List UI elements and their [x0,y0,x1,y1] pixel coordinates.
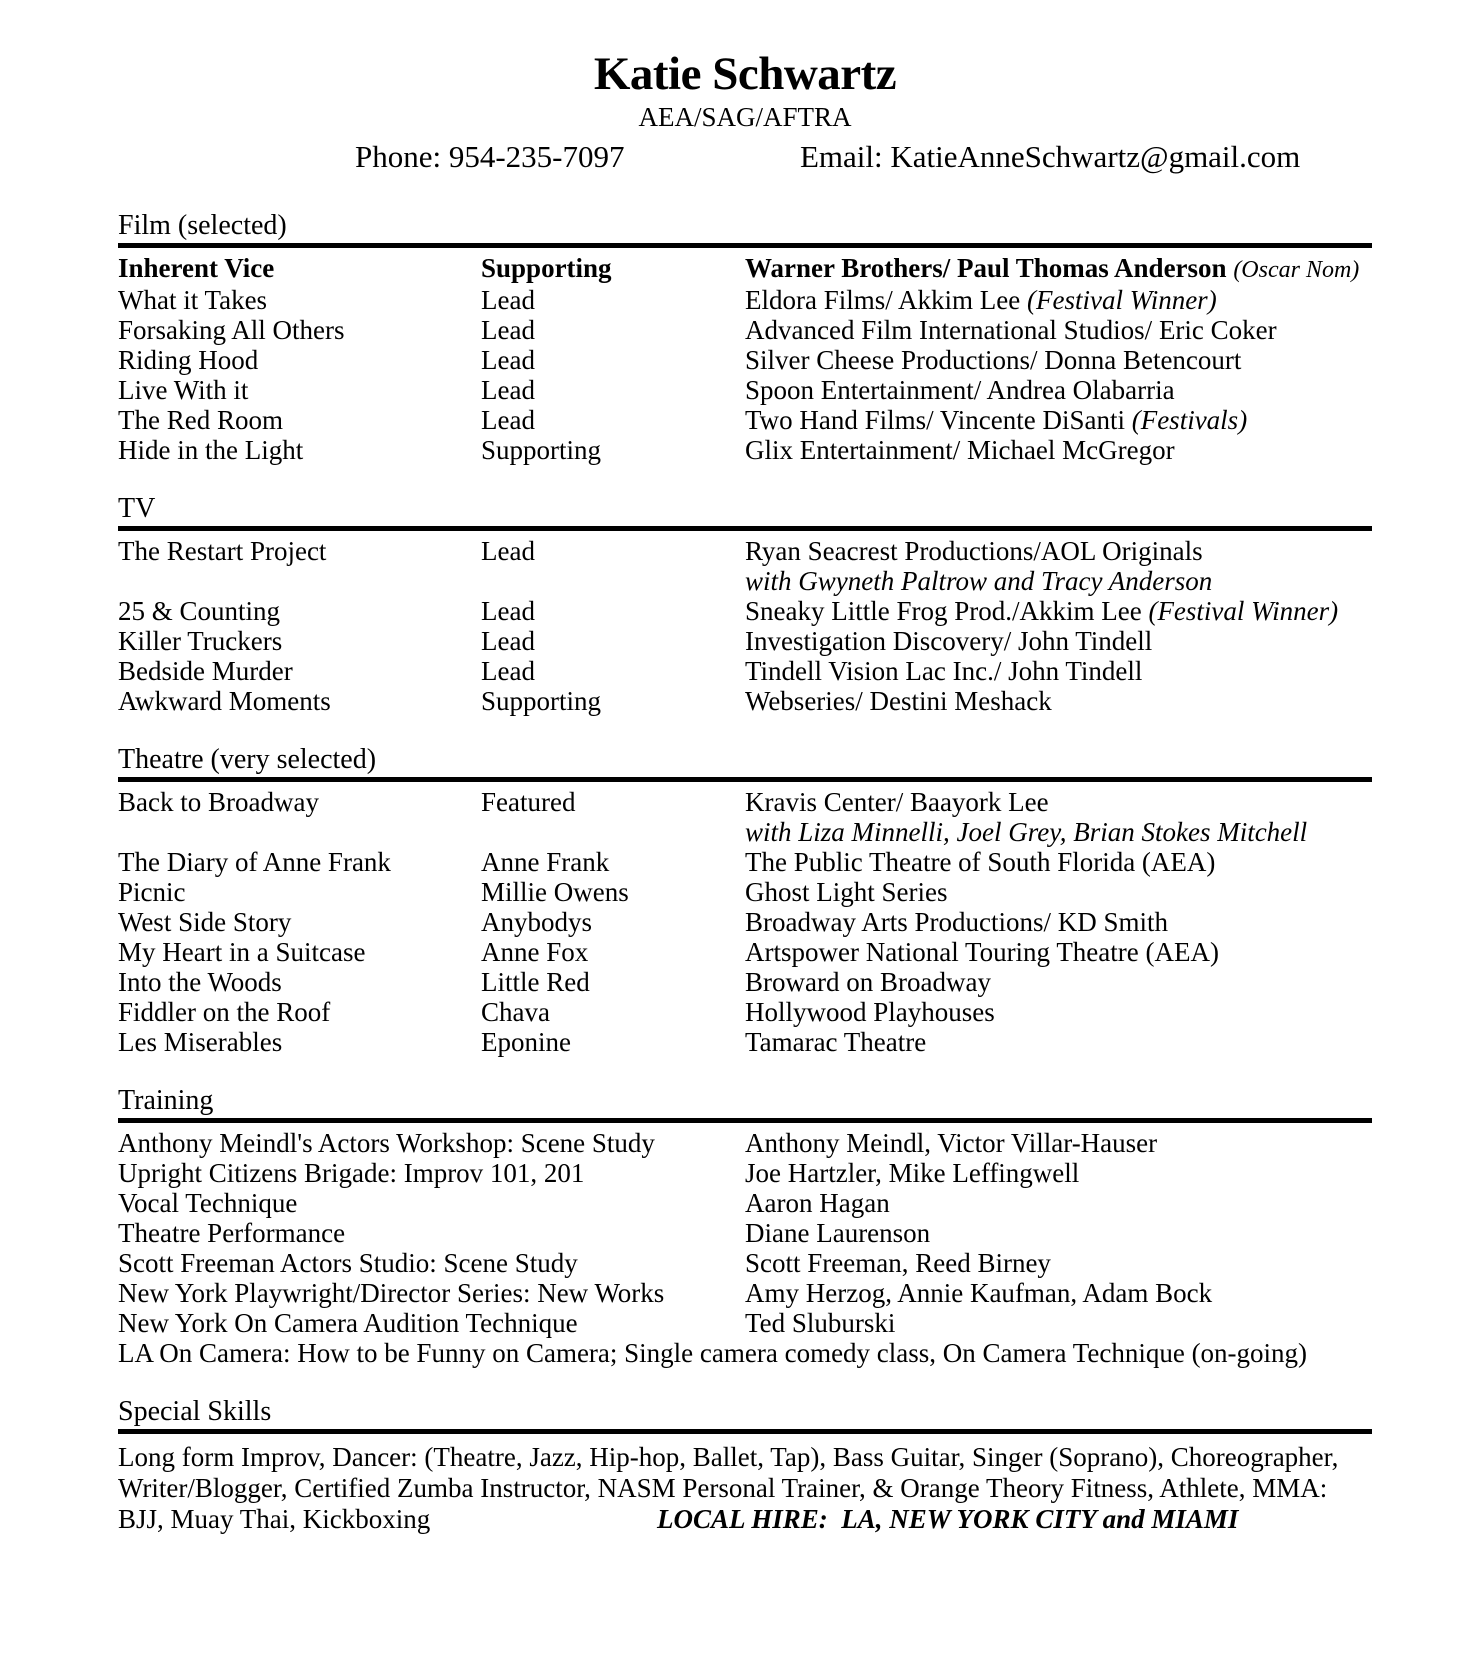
credit-title: The Diary of Anne Frank [118,847,391,877]
union-affiliations: AEA/SAG/AFTRA [638,102,852,132]
training-teachers: Joe Hartzler, Mike Leffingwell [745,1158,1080,1188]
resume-sections [118,212,1372,1535]
credit-company [745,315,1372,345]
credit-company [745,997,1372,1027]
company-text: Artspower National Touring Theatre (AEA) [745,937,1219,967]
credit-company [745,435,1372,465]
section-rows [118,1123,1372,1368]
credit-title: Back to Broadway [118,787,319,817]
credit-company [745,345,1372,375]
credit-row [118,937,1372,967]
skills-text: Writer/Blogger, Certified Zumba Instructor, NASM Personal Trainer, & Orange Theory Fitness, Athlete, MMA: [118,1473,1328,1503]
company-text: Advanced Film International Studios/ Eric Coker [745,315,1277,345]
credit-title: Killer Truckers [118,626,283,656]
skills-line [118,1473,1372,1504]
credit-title: Awkward Moments [118,686,331,716]
skills-line [118,1504,1372,1535]
credit-role: Lead [481,405,535,435]
credit-company [745,967,1372,997]
training-row [118,1158,1372,1188]
credit-role: Chava [481,997,550,1027]
company-text: Tindell Vision Lac Inc./ John Tindell [745,656,1143,686]
credit-title: Inherent Vice [118,253,275,283]
section-special-skills [118,1398,1372,1535]
section-theatre [118,746,1372,1057]
credit-row [118,997,1372,1027]
training-footer-line: LA On Camera: How to be Funny on Camera; Single camera comedy class, On Camera Technique (on-going) [118,1338,1308,1368]
credit-role: Lead [481,375,535,405]
section-title: Theatre (very selected) [118,744,377,775]
training-course: Theatre Performance [118,1218,346,1248]
section-tv [118,495,1372,716]
company-text: Sneaky Little Frog Prod./Akkim Lee [745,596,1142,626]
training-teachers: Ted Sluburski [745,1308,896,1338]
credit-row [118,1027,1372,1057]
credit-role: Anne Fox [481,937,589,967]
training-course: New York On Camera Audition Technique [118,1308,578,1338]
company-text: Investigation Discovery/ John Tindell [745,626,1153,656]
credit-title: West Side Story [118,907,292,937]
credit-role: Millie Owens [481,877,629,907]
credit-row [118,315,1372,345]
credit-note: (Festival Winner) [1148,596,1339,626]
credit-company [745,375,1372,405]
skills-text: BJJ, Muay Thai, Kickboxing [118,1504,431,1534]
credit-title: Into the Woods [118,967,282,997]
training-teachers: Anthony Meindl, Victor Villar-Hauser [745,1128,1158,1158]
company-text: Hollywood Playhouses [745,997,995,1027]
credit-title: What it Takes [118,285,268,315]
credit-row [118,405,1372,435]
company-text: Warner Brothers/ Paul Thomas Anderson [745,253,1227,283]
company-text: Broadway Arts Productions/ KD Smith [745,907,1168,937]
training-course: New York Playwright/Director Series: New Works [118,1278,665,1308]
training-teachers: Aaron Hagan [745,1188,890,1218]
credit-title: Riding Hood [118,345,259,375]
credit-company [745,937,1372,967]
section-training [118,1087,1372,1368]
credit-role: Lead [481,536,535,566]
company-text: Glix Entertainment/ Michael McGregor [745,435,1175,465]
section-rows [118,782,1372,1057]
credit-note: (Festivals) [1131,405,1248,435]
training-row [118,1248,1372,1278]
credit-row [118,877,1372,907]
training-course: Scott Freeman Actors Studio: Scene Study [118,1248,578,1278]
company-text: Spoon Entertainment/ Andrea Olabarria [745,375,1175,405]
skills-line [118,1442,1372,1473]
credit-title: The Restart Project [118,536,327,566]
credit-company [745,626,1372,656]
credit-sub-line: with Liza Minnelli, Joel Grey, Brian Stokes Mitchell [745,817,1308,847]
contact-line [118,139,1372,175]
training-teachers: Diane Laurenson [745,1218,931,1248]
company-text: Eldora Films/ Akkim Lee [745,285,1021,315]
section-title: Special Skills [118,1396,272,1427]
credit-note: (Festival Winner) [1026,285,1217,315]
credit-company [745,787,1372,817]
credit-company [745,1027,1372,1057]
credit-role: Supporting [481,435,602,465]
credit-role: Featured [481,787,576,817]
training-row [118,1278,1372,1308]
credit-role: Lead [481,626,535,656]
training-row [118,1188,1372,1218]
credit-row [118,536,1372,596]
credit-company [745,253,1372,285]
section-film [118,212,1372,465]
credit-company [745,847,1372,877]
credit-row [118,253,1372,285]
credit-company [745,536,1372,566]
training-row [118,1128,1372,1158]
credit-row [118,847,1372,877]
section-rows [118,248,1372,465]
training-course: Upright Citizens Brigade: Improv 101, 201 [118,1158,585,1188]
credit-title: Bedside Murder [118,656,293,686]
company-text: Two Hand Films/ Vincente DiSanti [745,405,1125,435]
credit-company [745,907,1372,937]
section-rows [118,531,1372,716]
training-teachers: Amy Herzog, Annie Kaufman, Adam Bock [745,1278,1213,1308]
credit-title: Fiddler on the Roof [118,997,331,1027]
credit-role: Lead [481,285,535,315]
credit-role: Anybodys [481,907,593,937]
credit-row [118,375,1372,405]
company-text: Broward on Broadway [745,967,991,997]
credit-company [745,405,1372,435]
credit-title: 25 & Counting [118,596,281,626]
company-text: Silver Cheese Productions/ Donna Betencourt [745,345,1242,375]
credit-role: Eponine [481,1027,571,1057]
credit-row [118,787,1372,847]
skills-text: Long form Improv, Dancer: (Theatre, Jazz, Hip-hop, Ballet, Tap), Bass Guitar, Singer (Soprano), Choreographer, [118,1442,1339,1472]
credit-company [745,656,1372,686]
credit-row [118,345,1372,375]
company-text: Kravis Center/ Baayork Lee [745,787,1049,817]
company-text: Webseries/ Destini Meshack [745,686,1052,716]
section-title: Film (selected) [118,210,287,241]
company-text: The Public Theatre of South Florida (AEA) [745,847,1216,877]
credit-title: Hide in the Light [118,435,304,465]
section-title: Training [118,1085,214,1116]
credit-row [118,596,1372,626]
credit-title: Live With it [118,375,249,405]
section-rows [118,1434,1372,1535]
company-text: Ghost Light Series [745,877,948,907]
credit-row [118,907,1372,937]
credit-company [745,877,1372,907]
training-teachers: Scott Freeman, Reed Birney [745,1248,1051,1278]
company-text: Ryan Seacrest Productions/AOL Originals [745,536,1203,566]
credit-title: My Heart in a Suitcase [118,937,366,967]
credit-title: Les Miserables [118,1027,283,1057]
credit-sub-line: with Gwyneth Paltrow and Tracy Anderson [745,566,1213,596]
credit-role: Supporting [481,686,602,716]
credit-role: Little Red [481,967,590,997]
email-address: Email: KatieAnneSchwartz@gmail.com [800,139,1301,174]
credit-note: (Oscar Nom) [1233,257,1360,283]
training-course: Vocal Technique [118,1188,298,1218]
training-course: Anthony Meindl's Actors Workshop: Scene Study [118,1128,655,1158]
credit-role: Lead [481,656,535,686]
credit-company [745,285,1372,315]
credit-title: Forsaking All Others [118,315,345,345]
credit-title: The Red Room [118,405,283,435]
training-row [118,1218,1372,1248]
credit-row [118,656,1372,686]
credit-role: Supporting [481,253,612,283]
credit-title: Picnic [118,877,186,907]
credit-company [745,686,1372,716]
company-text: Tamarac Theatre [745,1027,927,1057]
credit-company [745,596,1372,626]
credit-row [118,686,1372,716]
phone-number: Phone: 954-235-7097 [355,139,625,174]
actor-name: Katie Schwartz [593,48,897,100]
training-row [118,1308,1372,1338]
credit-role: Lead [481,345,535,375]
credit-role: Lead [481,315,535,345]
credit-row [118,285,1372,315]
credit-row [118,435,1372,465]
credit-role: Lead [481,596,535,626]
credit-role: Anne Frank [481,847,610,877]
resume-header [118,48,1372,175]
credit-row [118,626,1372,656]
credit-row [118,967,1372,997]
local-hire-note: LOCAL HIRE: LA, NEW YORK CITY and MIAMI [657,1504,1239,1534]
section-title: TV [118,493,156,524]
